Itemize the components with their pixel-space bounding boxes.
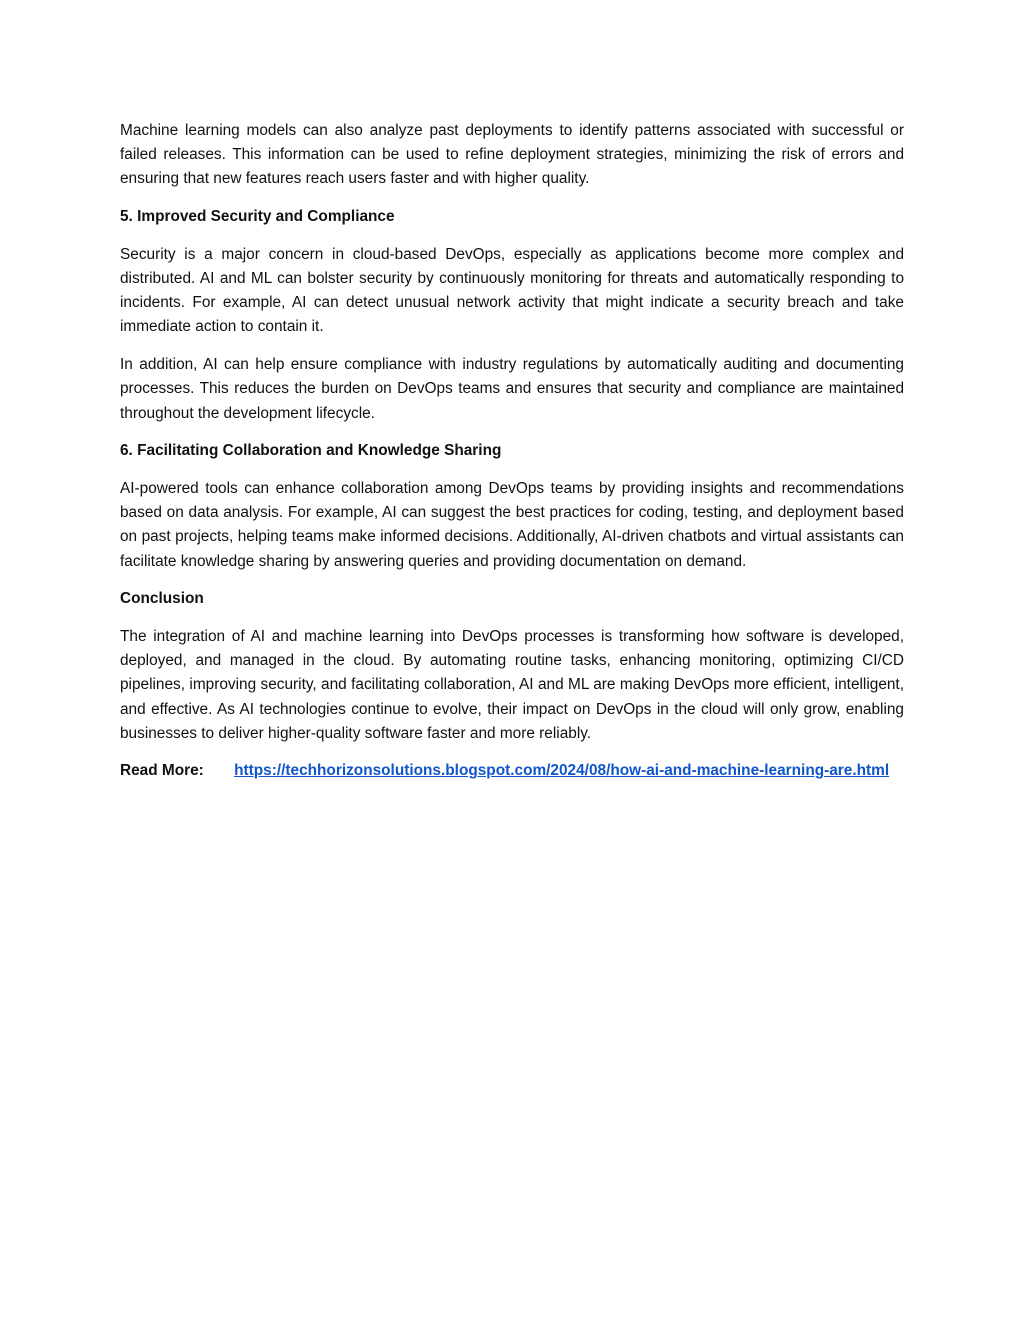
heading-conclusion: Conclusion xyxy=(120,590,204,608)
heading-security-compliance: 5. Improved Security and Compliance xyxy=(120,208,395,226)
read-more-label: Read More: xyxy=(120,762,204,780)
document-page xyxy=(120,119,904,784)
paragraph-collaboration: AI-powered tools can enhance collaboration among DevOps teams by providing insights and recommendations based on data analysis. For example, AI can suggest the best practices for coding, testing, and deployment based on past projects, helping teams make informed decisions. Additionally, AI-driven chatbots and virtual assistants can facilitate knowledge sharing by answering queries and providing documentation on demand. xyxy=(120,479,904,570)
paragraph-compliance: In addition, AI can help ensure compliance with industry regulations by automatically auditing and documenting processes. This reduces the burden on DevOps teams and ensures that security and compliance are maintained throughout the development lifecycle. xyxy=(120,356,904,422)
paragraph-conclusion: The integration of AI and machine learning into DevOps processes is transforming how software is developed, deployed, and managed in the cloud. By automating routine tasks, enhancing monitoring, optimizing CI/CD pipelines, improving security, and facilitating collaboration, AI and ML are making DevOps more efficient, intelligent, and effective. As AI technologies continue to evolve, their impact on DevOps in the cloud will only grow, enabling businesses to deliver higher-quality software faster and more reliably. xyxy=(120,627,904,742)
read-more-line xyxy=(120,759,904,783)
heading-collaboration: 6. Facilitating Collaboration and Knowledge Sharing xyxy=(120,442,502,460)
read-more-link[interactable]: https://techhorizonsolutions.blogspot.com/2024/08/how-ai-and-machine-learning-are.html xyxy=(234,762,890,780)
paragraph-ml-deployments: Machine learning models can also analyze past deployments to identify patterns associated with successful or failed releases. This information can be used to refine deployment strategies, minimizing the risk of errors and ensuring that new features reach users faster and with higher quality. xyxy=(120,122,904,188)
paragraph-security-intro: Security is a major concern in cloud-based DevOps, especially as applications become more complex and distributed. AI and ML can bolster security by continuously monitoring for threats and automatically responding to incidents. For example, AI can detect unusual network activity that might indicate a security breach and take immediate action to contain it. xyxy=(120,245,904,336)
